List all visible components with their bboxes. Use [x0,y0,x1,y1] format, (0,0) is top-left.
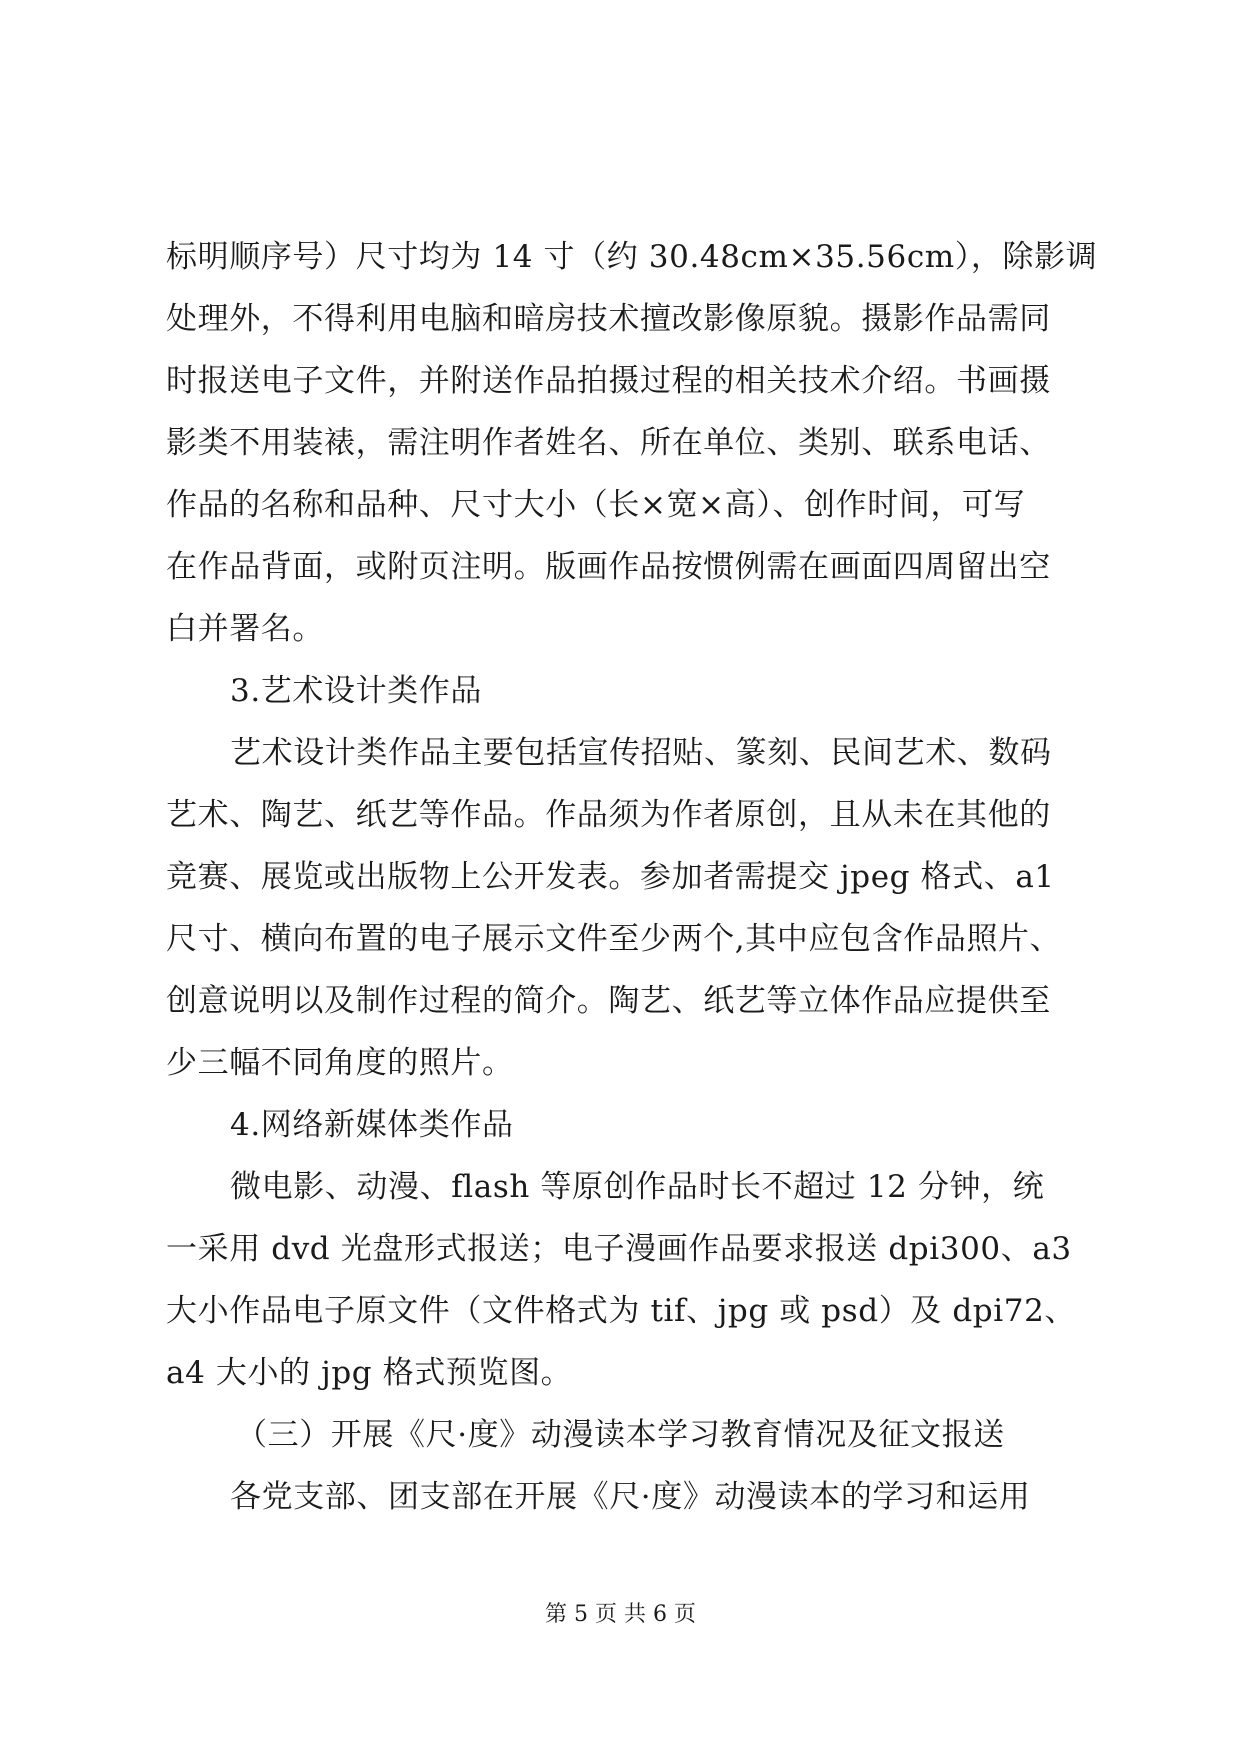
paragraph-line: 一采用 dvd 光盘形式报送；电子漫画作品要求报送 dpi300、a3 [166,1231,1072,1267]
paragraph-line: 影类不用装裱，需注明作者姓名、所在单位、类别、联系电话、 [166,425,1051,461]
paragraph-line: 在作品背面，或附页注明。版画作品按惯例需在画面四周留出空 [166,549,1051,585]
section-heading: 4.网络新媒体类作品 [230,1107,514,1143]
paragraph-line: 时报送电子文件，并附送作品拍摄过程的相关技术介绍。书画摄 [166,363,1051,399]
paragraph-line: 少三幅不同角度的照片。 [166,1045,514,1081]
paragraph-line: 处理外，不得利用电脑和暗房技术擅改影像原貌。摄影作品需同 [166,301,1051,337]
paragraph-line: 创意说明以及制作过程的简介。陶艺、纸艺等立体作品应提供至 [166,983,1051,1019]
document-body [166,226,1098,1528]
paragraph-line: a4 大小的 jpg 格式预览图。 [166,1355,573,1391]
paragraph-line: 艺术、陶艺、纸艺等作品。作品须为作者原创，且从未在其他的 [166,797,1051,833]
paragraph-line: 标明顺序号）尺寸均为 14 寸（约 30.48cm×35.56cm），除影调 [166,239,1098,275]
paragraph-line: 竞赛、展览或出版物上公开发表。参加者需提交 jpeg 格式、a1 [166,859,1055,895]
paragraph-line: 作品的名称和品种、尺寸大小（长×宽×高）、创作时间，可写 [166,487,1026,523]
paragraph-line: 尺寸、横向布置的电子展示文件至少两个,其中应包含作品照片、 [166,921,1062,957]
paragraph-line: 微电影、动漫、flash 等原创作品时长不超过 12 分钟，统 [230,1169,1045,1205]
page-number-footer: 第 5 页 共 6 页 [545,1602,696,1627]
paragraph-line: 大小作品电子原文件（文件格式为 tif、jpg 或 psd）及 dpi72、 [166,1293,1077,1329]
paragraph-line: 白并署名。 [166,611,324,647]
paragraph-line: 各党支部、团支部在开展《尺·度》动漫读本的学习和运用 [230,1479,1031,1515]
section-heading: （三）开展《尺·度》动漫读本学习教育情况及征文报送 [236,1417,1005,1453]
section-heading: 3.艺术设计类作品 [230,673,482,709]
paragraph-line: 艺术设计类作品主要包括宣传招贴、篆刻、民间艺术、数码 [230,735,1052,771]
